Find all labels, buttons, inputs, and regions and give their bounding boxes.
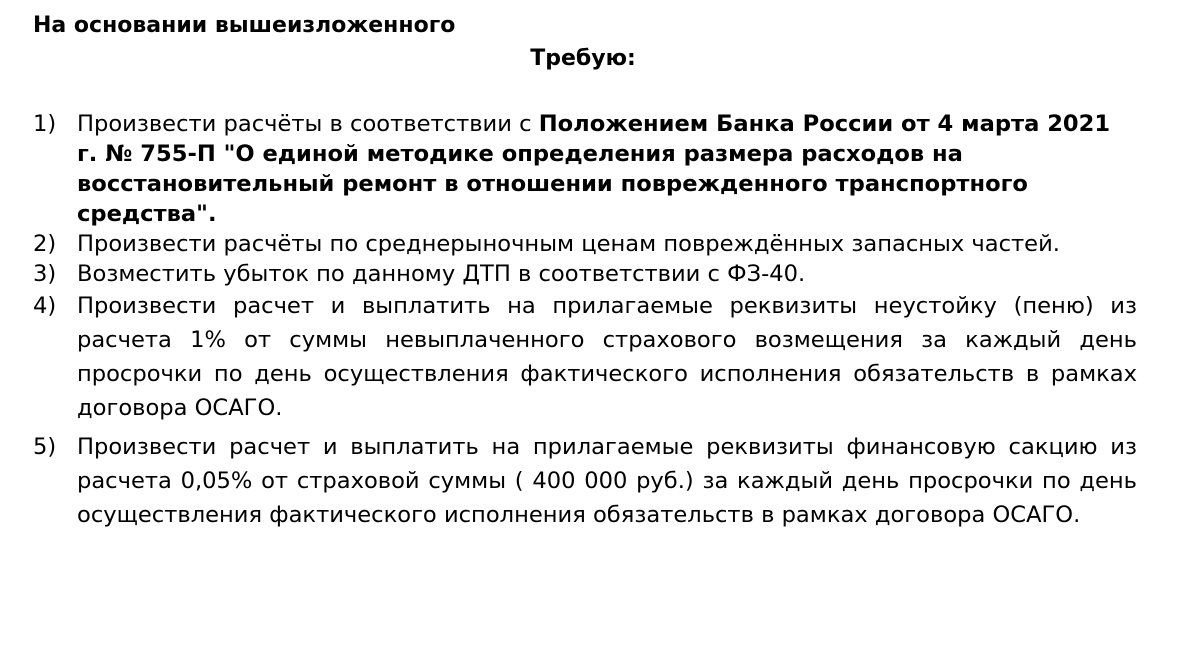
list-item-text: Возместить убыток по данному ДТП в соответствии с ФЗ-40. bbox=[77, 261, 806, 287]
list-item bbox=[33, 289, 1137, 425]
list-item bbox=[33, 229, 1137, 259]
list-item-number: 5) bbox=[33, 434, 57, 460]
regulation-reference: Положением Банка России от 4 марта 2021 г. № 755-П "О единой методике определения размера расходов на восстановительный ремонт в отношении поврежденного транспортного средства". bbox=[77, 111, 1111, 227]
list-item bbox=[33, 430, 1137, 532]
list-item-number: 4) bbox=[33, 293, 57, 319]
list-item bbox=[33, 259, 1137, 289]
list-item-number: 3) bbox=[33, 261, 57, 287]
demands-list bbox=[33, 109, 1137, 532]
list-item-text: Произвести расчёты по среднерыночным ценам повреждённых запасных частей. bbox=[77, 231, 1060, 257]
demand-title: Требую: bbox=[530, 46, 636, 71]
list-item-text: Произвести расчет и выплатить на прилагаемые реквизиты финансовую сакцию из расчета 0,05% от страховой суммы ( 400 000 руб.) за каждый день просрочки по день осуществления фактического исполнения обязательств в рамках договора ОСАГО. bbox=[77, 434, 1137, 528]
list-item-number: 2) bbox=[33, 231, 57, 257]
list-item bbox=[33, 109, 1137, 229]
document-heading: На основании вышеизложенного bbox=[33, 13, 456, 38]
list-item-text: Произвести расчёты в соответствии с bbox=[77, 111, 539, 137]
list-item-text: Произвести расчет и выплатить на прилагаемые реквизиты неустойку (пеню) из расчета 1% от суммы невыплаченного страхового возмещения за каждый день просрочки по день осуществления фактического исполнения обязательств в рамках договора ОСАГО. bbox=[77, 293, 1137, 421]
list-item-number: 1) bbox=[33, 111, 57, 137]
